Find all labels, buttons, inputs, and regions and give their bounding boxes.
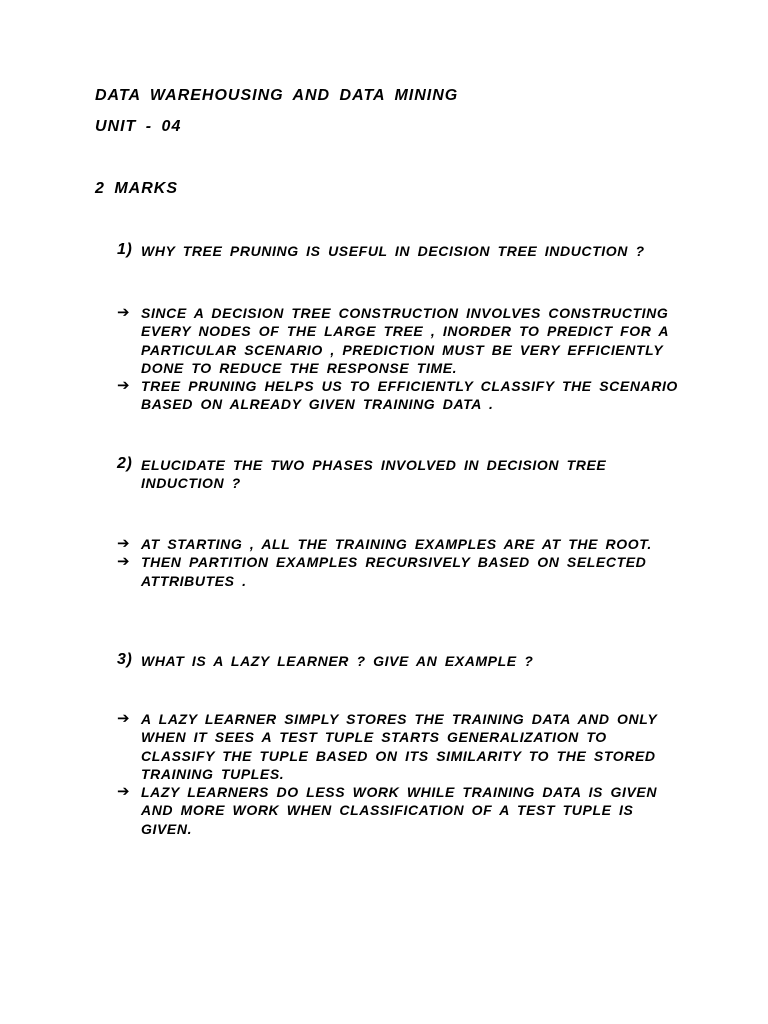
- right-arrow-icon: ➔: [117, 377, 131, 395]
- answer-item: [117, 304, 687, 377]
- question-2: [117, 456, 687, 492]
- answer-text: AT STARTING , ALL THE TRAINING EXAMPLES ARE AT THE ROOT.: [141, 536, 652, 552]
- answer-item: [117, 553, 687, 590]
- question-text: WHAT IS A LAZY LEARNER ? GIVE AN EXAMPLE ?: [141, 653, 534, 669]
- answer-text: A LAZY LEARNER SIMPLY STORES THE TRAINING DATA AND ONLY WHEN IT SEES A TEST TUPLE STARTS GENERALIZATION TO CLASSIFY THE TUPLE BASED ON ITS SIMILARITY TO THE STORED TRAINING TUPLES.: [141, 711, 658, 782]
- answer-list-3: [117, 710, 687, 838]
- section-heading: 2 MARKS: [95, 180, 179, 197]
- question-text: ELUCIDATE THE TWO PHASES INVOLVED IN DECISION TREE INDUCTION ?: [141, 457, 607, 491]
- right-arrow-icon: ➔: [117, 535, 131, 552]
- question-1: [117, 242, 687, 260]
- unit-label: UNIT - 04: [95, 118, 182, 135]
- right-arrow-icon: ➔: [117, 304, 131, 321]
- right-arrow-icon: ➔: [117, 553, 131, 571]
- document-title: DATA WAREHOUSING AND DATA MINING: [95, 87, 459, 104]
- answer-text: LAZY LEARNERS DO LESS WORK WHILE TRAINING DATA IS GIVEN AND MORE WORK WHEN CLASSIFICATION OF A TEST TUPLE IS GIVEN.: [141, 784, 658, 837]
- answer-item: [117, 377, 687, 414]
- answer-item: [117, 535, 687, 553]
- answer-text: TREE PRUNING HELPS US TO EFFICIENTLY CLASSIFY THE SCENARIO BASED ON ALREADY GIVEN TRAINING DATA .: [141, 378, 678, 413]
- answer-text: THEN PARTITION EXAMPLES RECURSIVELY BASED ON SELECTED ATTRIBUTES .: [141, 554, 647, 589]
- question-number: 1): [117, 241, 133, 258]
- question-text: WHY TREE PRUNING IS USEFUL IN DECISION TREE INDUCTION ?: [141, 243, 645, 259]
- question-number: 3): [117, 651, 133, 668]
- answer-list-1: [117, 304, 687, 414]
- question-3: [117, 652, 687, 670]
- question-number: 2): [117, 455, 133, 472]
- answer-item: [117, 783, 687, 838]
- answer-list-2: [117, 535, 687, 590]
- answer-text: SINCE A DECISION TREE CONSTRUCTION INVOLVES CONSTRUCTING EVERY NODES OF THE LARGE TREE , INORDER TO PREDICT FOR A PARTICULAR SCENARIO , PREDICTION MUST BE VERY EFFICIENTLY DONE TO REDUCE THE RESPONSE TIME.: [141, 305, 669, 376]
- right-arrow-icon: ➔: [117, 783, 131, 801]
- answer-item: [117, 710, 687, 783]
- right-arrow-icon: ➔: [117, 710, 131, 727]
